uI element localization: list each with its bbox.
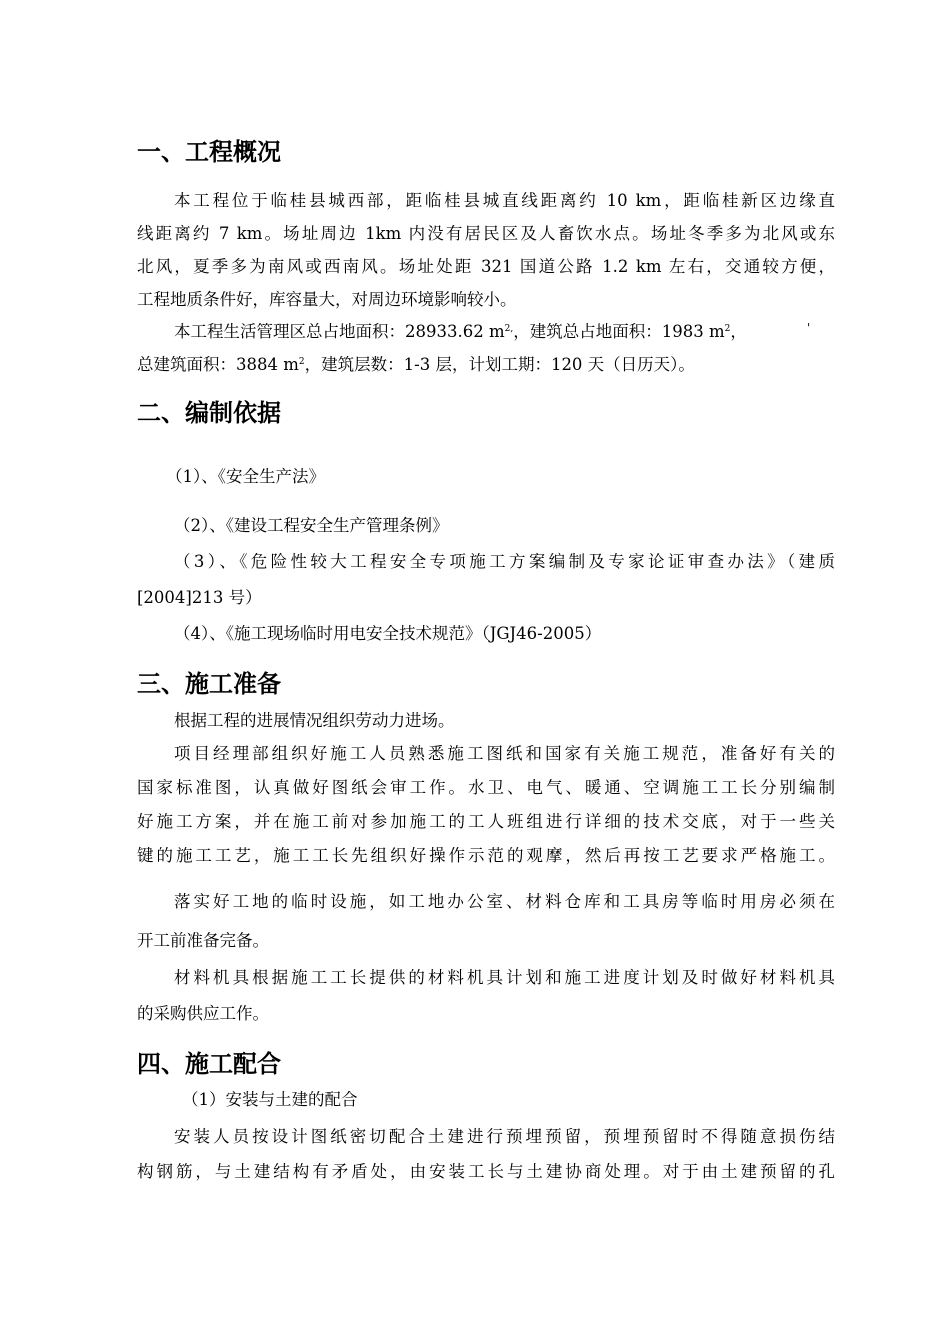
paragraph-line: 材料机具根据施工工长提供的材料机具计划和施工进度计划及时做好材料机具 <box>174 968 835 987</box>
subheading: （1）安装与土建的配合 <box>182 1090 358 1109</box>
paragraph-line: 好施工方案，并在施工前对参加施工的工人班组进行详细的技术交底，对于一些关 <box>137 812 835 831</box>
area-text: ，建筑总占地面积：1983 m <box>513 322 725 341</box>
section-heading-coordination: 四、施工配合 <box>137 1050 281 1078</box>
paragraph-line: 项目经理部组织好施工人员熟悉施工图纸和国家有关施工规范，准备好有关的 <box>174 744 835 763</box>
reference-item-continued: [2004]213 号） <box>137 588 262 607</box>
reference-item: （2）、《建设工程安全生产管理条例》 <box>174 516 449 535</box>
paragraph-line: 构钢筋，与土建结构有矛盾处，由安装工长与土建协商处理。对于由土建预留的孔 <box>137 1162 835 1181</box>
stray-mark: ' <box>807 321 811 335</box>
paragraph-line: 国家标准图，认真做好图纸会审工作。水卫、电气、暖通、空调施工工长分别编制 <box>137 778 835 797</box>
paragraph-line: 落实好工地的临时设施，如工地办公室、材料仓库和工具房等临时用房必须在 <box>174 892 835 911</box>
area-text: ，建筑层数：1-3 层，计划工期：120 天（日历天）。 <box>304 355 695 374</box>
paragraph-line: 的采购供应工作。 <box>137 1004 269 1023</box>
area-text: 本工程生活管理区总占地面积：28933.62 m <box>174 322 505 341</box>
paragraph-line: 开工前准备完备。 <box>137 931 269 950</box>
superscript: 2, <box>504 324 514 334</box>
reference-item: （4）、《施工现场临时用电安全技术规范》（JGJ46-2005） <box>174 624 602 643</box>
area-line <box>137 353 695 377</box>
paragraph-line: 工程地质条件好，库容量大，对周边环境影响较小。 <box>137 290 517 309</box>
paragraph-line: 线距离约 7 km。场址周边 1km 内没有居民区及人畜饮水点。场址冬季多为北风或东 <box>137 224 835 243</box>
paragraph-line: 键的施工工艺，施工工长先组织好操作示范的观摩，然后再按工艺要求严格施工。 <box>137 846 835 865</box>
superscript: 2 <box>724 324 731 334</box>
superscript: 2 <box>298 357 305 367</box>
area-text: ， <box>730 322 747 341</box>
paragraph-line: 北风，夏季多为南风或西南风。场址处距 321 国道公路 1.2 km 左右，交通较方便， <box>137 257 835 276</box>
reference-item: （1）、《安全生产法》 <box>166 467 325 486</box>
area-text: 总建筑面积：3884 m <box>137 355 299 374</box>
section-heading-overview: 一、工程概况 <box>137 138 281 166</box>
area-line <box>174 320 747 344</box>
section-heading-preparation: 三、施工准备 <box>137 670 281 698</box>
section-heading-basis: 二、编制依据 <box>137 399 281 427</box>
paragraph-line: 根据工程的进展情况组织劳动力进场。 <box>174 711 455 730</box>
reference-item: （3）、《危险性较大工程安全专项施工方案编制及专家论证审查办法》（建质 <box>174 552 835 571</box>
paragraph-line: 安装人员按设计图纸密切配合土建进行预埋预留，预埋预留时不得随意损伤结 <box>174 1127 835 1146</box>
paragraph-line: 本工程位于临桂县城西部，距临桂县城直线距离约 10 km，距临桂新区边缘直 <box>174 191 835 210</box>
